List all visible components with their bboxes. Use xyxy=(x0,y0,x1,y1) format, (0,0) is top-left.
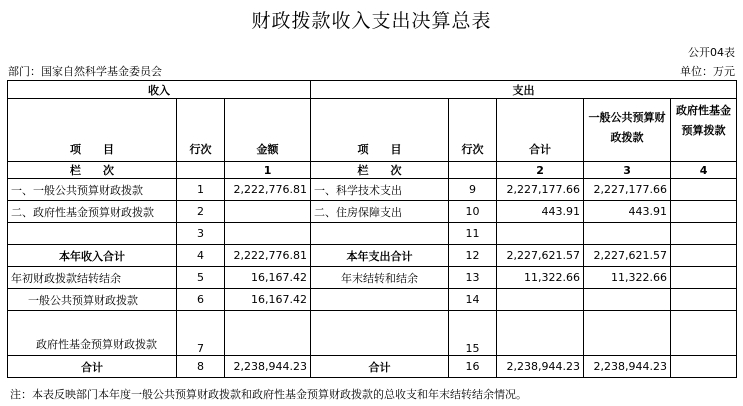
expense-general: 11,322.66 xyxy=(584,267,671,289)
unit-label: 单位：万元 xyxy=(680,65,735,78)
expense-rowno: 16 xyxy=(449,356,497,378)
income-item-header: 项 目 xyxy=(8,99,177,162)
empty-cell xyxy=(449,162,497,179)
expense-fund xyxy=(671,201,737,223)
income-rowno: 5 xyxy=(177,267,225,289)
income-item: 合计 xyxy=(8,356,177,378)
income-rowno: 4 xyxy=(177,245,225,267)
section-header-row xyxy=(8,81,737,99)
income-rowno-header: 行次 xyxy=(177,99,225,162)
column-number-row xyxy=(8,162,737,179)
expense-rowno: 12 xyxy=(449,245,497,267)
income-amount xyxy=(225,201,311,223)
expense-item-header: 项 目 xyxy=(311,99,449,162)
income-item xyxy=(8,223,177,245)
expense-fund xyxy=(671,179,737,201)
expense-general: 2,227,621.57 xyxy=(584,245,671,267)
expense-item: 合计 xyxy=(311,356,449,378)
expense-total: 2,238,944.23 xyxy=(497,356,584,378)
income-rowno: 8 xyxy=(177,356,225,378)
expense-item: 本年支出合计 xyxy=(311,245,449,267)
expense-rowno: 14 xyxy=(449,289,497,311)
income-amount: 2,238,944.23 xyxy=(225,356,311,378)
income-rowno: 1 xyxy=(177,179,225,201)
table-row xyxy=(8,289,737,311)
expense-total: 443.91 xyxy=(497,201,584,223)
expense-general: 443.91 xyxy=(584,201,671,223)
expense-rowno: 15 xyxy=(449,311,497,356)
income-header: 收入 xyxy=(8,81,311,99)
income-amount: 16,167.42 xyxy=(225,267,311,289)
expense-fund xyxy=(671,311,737,356)
general-budget-header: 一般公共预算财政拨款 xyxy=(584,99,671,162)
gov-fund-header: 政府性基金预算拨款 xyxy=(671,99,737,162)
expense-fund xyxy=(671,356,737,378)
expense-total: 2,227,621.57 xyxy=(497,245,584,267)
expense-rowno: 11 xyxy=(449,223,497,245)
empty-cell xyxy=(177,162,225,179)
col-number-2: 2 xyxy=(497,162,584,179)
table-row xyxy=(8,223,737,245)
col-number-4: 4 xyxy=(671,162,737,179)
expense-item: 一、科学技术支出 xyxy=(311,179,449,201)
income-rowno: 3 xyxy=(177,223,225,245)
expense-general: 2,238,944.23 xyxy=(584,356,671,378)
page-title: 财政拨款收入支出决算总表 xyxy=(251,10,492,32)
expense-general xyxy=(584,289,671,311)
income-rowno: 7 xyxy=(177,311,225,356)
expense-total-header: 合计 xyxy=(497,99,584,162)
expense-rowno-header: 行次 xyxy=(449,99,497,162)
col-number-3: 3 xyxy=(584,162,671,179)
table-row xyxy=(8,311,737,356)
expense-rowno: 13 xyxy=(449,267,497,289)
footnote: 注：本表反映部门本年度一般公共预算财政拨款和政府性基金预算财政拨款的总收支和年末结转结余情况。 xyxy=(10,388,527,401)
expense-total xyxy=(497,289,584,311)
income-item: 本年收入合计 xyxy=(8,245,177,267)
income-amount xyxy=(225,223,311,245)
expense-item xyxy=(311,223,449,245)
department-label: 部门：国家自然科学基金委员会 xyxy=(8,65,162,78)
table-row xyxy=(8,356,737,378)
table-row xyxy=(8,245,737,267)
income-amount xyxy=(225,311,311,356)
expense-general: 2,227,177.66 xyxy=(584,179,671,201)
expense-total xyxy=(497,223,584,245)
expense-fund xyxy=(671,245,737,267)
income-item: 年初财政拨款结转结余 xyxy=(8,267,177,289)
expense-total xyxy=(497,311,584,356)
expense-total: 2,227,177.66 xyxy=(497,179,584,201)
income-amount: 2,222,776.81 xyxy=(225,245,311,267)
expense-item xyxy=(311,311,449,356)
budget-table xyxy=(7,80,737,378)
expense-total: 11,322.66 xyxy=(497,267,584,289)
income-item: 二、政府性基金预算财政拨款 xyxy=(8,201,177,223)
income-amount: 16,167.42 xyxy=(225,289,311,311)
col-number-1: 1 xyxy=(225,162,311,179)
column-header-row xyxy=(8,99,737,162)
expense-fund xyxy=(671,289,737,311)
expense-fund xyxy=(671,223,737,245)
income-item: 一、一般公共预算财政拨款 xyxy=(8,179,177,201)
lanci-label-income: 栏 次 xyxy=(8,162,177,179)
income-amount-header: 金额 xyxy=(225,99,311,162)
expense-item: 年末结转和结余 xyxy=(311,267,449,289)
form-number: 公开04表 xyxy=(688,46,735,59)
table-row xyxy=(8,201,737,223)
lanci-label-expense: 栏 次 xyxy=(311,162,449,179)
expense-header: 支出 xyxy=(311,81,737,99)
table-row xyxy=(8,267,737,289)
table-row xyxy=(8,179,737,201)
expense-general xyxy=(584,311,671,356)
expense-rowno: 10 xyxy=(449,201,497,223)
income-rowno: 6 xyxy=(177,289,225,311)
income-rowno: 2 xyxy=(177,201,225,223)
expense-general xyxy=(584,223,671,245)
income-item: 政府性基金预算财政拨款 xyxy=(8,311,177,356)
expense-rowno: 9 xyxy=(449,179,497,201)
expense-fund xyxy=(671,267,737,289)
income-item: 一般公共预算财政拨款 xyxy=(8,289,177,311)
income-amount: 2,222,776.81 xyxy=(225,179,311,201)
expense-item: 二、住房保障支出 xyxy=(311,201,449,223)
expense-item xyxy=(311,289,449,311)
